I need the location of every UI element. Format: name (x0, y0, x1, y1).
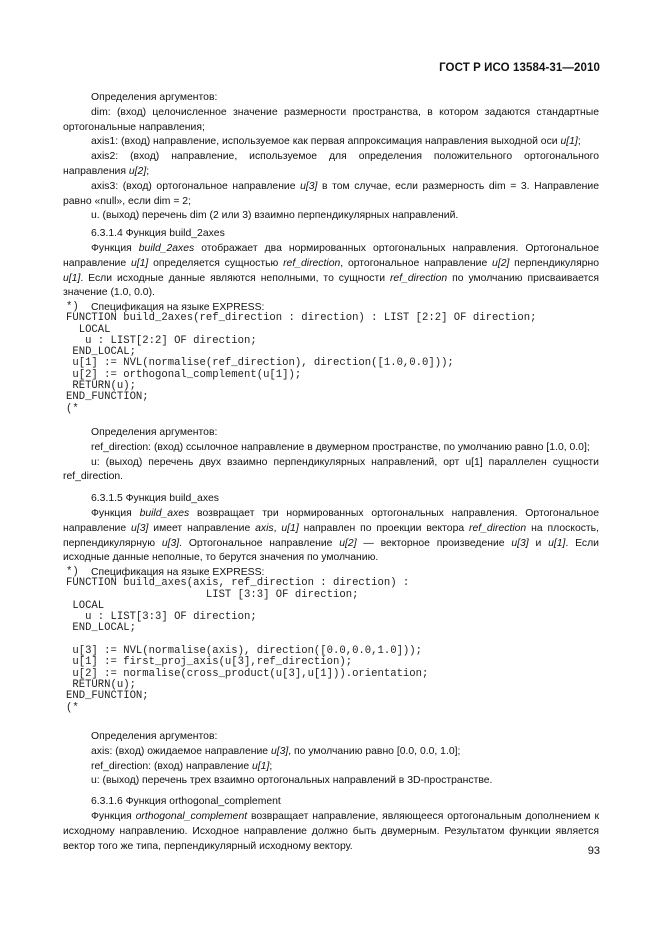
paragraph: dim: (вход) целочисленное значение размерности пространства, в котором задаются стандартные ортогональные направления; (63, 106, 599, 133)
argument-definitions-block (63, 426, 599, 581)
paragraph: axis2: (вход) направление, используемое для определения положительного ортогонального направления u[2]; (63, 151, 599, 177)
paragraph: axis: (вход) ожидаемое направление u[3], по умолчанию равно [0.0, 0.0, 1.0]; (91, 745, 461, 757)
paragraph: u: (выход) перечень двух взаимно перпендикулярных направлений, орт u[1] параллелен сущности ref_direction. (63, 456, 599, 483)
paragraph: Функция build_axes возвращает три нормированных ортогональных направления. Ортогональное направление u[3] имеет направление axis, u[1] направлен по проекции вектора ref_direction на плоскость, перпендикулярную u[3]. Ортогональное направление u[2] — векторное произведение u[3] и u[1]. Если исходные данные неполные, то берутся значения по умолчанию. (63, 507, 599, 564)
paragraph: ref_direction: (вход) направление u[1]; (91, 760, 273, 772)
section-heading: 6.3.1.4 Функция build_2axes (91, 228, 225, 240)
paragraph: Определения аргументов: (91, 427, 218, 438)
argument-definitions-block (63, 91, 599, 316)
paragraph: Функция orthogonal_complement возвращает направление, являющееся ортогональным дополнением к исходному направлению. Исходное направление должно быть двумерным. Результатом функции является вектор того же типа, перпендикулярный исходному вектору. (63, 810, 599, 852)
paragraph: Спецификация на языке EXPRESS: (91, 567, 265, 579)
paragraph: axis3: (вход) ортогональное направление u[3] в том случае, если размерность dim = 3. Направление равно «null», если dim = 2; (63, 180, 599, 207)
paragraph: u: (выход) перечень трех взаимно ортогональных направлений в 3D-пространстве. (91, 775, 493, 787)
paragraph: Определения аргументов: (91, 92, 218, 103)
document-header: ГОСТ Р ИСО 13584-31—2010 (439, 62, 600, 74)
section-heading: 6.3.1.5 Функция build_axes (91, 493, 219, 505)
paragraph: Функция build_2axes отображает два нормированных ортогональных направления. Ортогональное направление u[1] определяется сущностью ref_direction, ортогональное направление u[2] перпендикулярно u[1]. Если исходные данные являются неполными, то сущности ref_direction по умолчанию присваивается значение (1.0, 0.0). (63, 242, 600, 299)
paragraph: ref_direction: (вход) ссылочное направление в двумерном пространстве, по умолчанию равно [1.0, 0.0]; (91, 441, 590, 453)
paragraph: Определения аргументов: (91, 731, 218, 742)
paragraph: Спецификация на языке EXPRESS: (91, 302, 265, 314)
paragraph: axis1: (вход) направление, используемое как первая аппроксимация направления выходной оси u[1]; (91, 136, 581, 148)
paragraph: u. (выход) перечень dim (2 или 3) взаимно перпендикулярных направлений. (91, 210, 459, 222)
code-listing: *) FUNCTION build_axes(axis, ref_direction : direction) : LIST [3:3] OF direction; LOCAL u : LIST[3:3] OF direction; END_LOCAL; u[3] := NVL(normalise(axis), direction([0.0,0.0,1.0])); u[1] := first_proj_axis(u[3],ref_direction); u[2] := normalise(cross_product(u[3],u[1])).orientation; RETURN(u); END_FUNCTION; (* (66, 566, 429, 714)
argument-definitions-block (63, 730, 599, 854)
code-listing: *) FUNCTION build_2axes(ref_direction : direction) : LIST [2:2] OF direction; LOCAL u : LIST[2:2] OF direction; END_LOCAL; u[1] := NVL(normalise(ref_direction), direction([1.0,0.0])); u[2] := orthogonal_complement(u[1]); RETURN(u); END_FUNCTION; (* (66, 301, 537, 415)
page-number: 93 (587, 845, 600, 857)
section-heading: 6.3.1.6 Функция orthogonal_complement (91, 796, 281, 808)
